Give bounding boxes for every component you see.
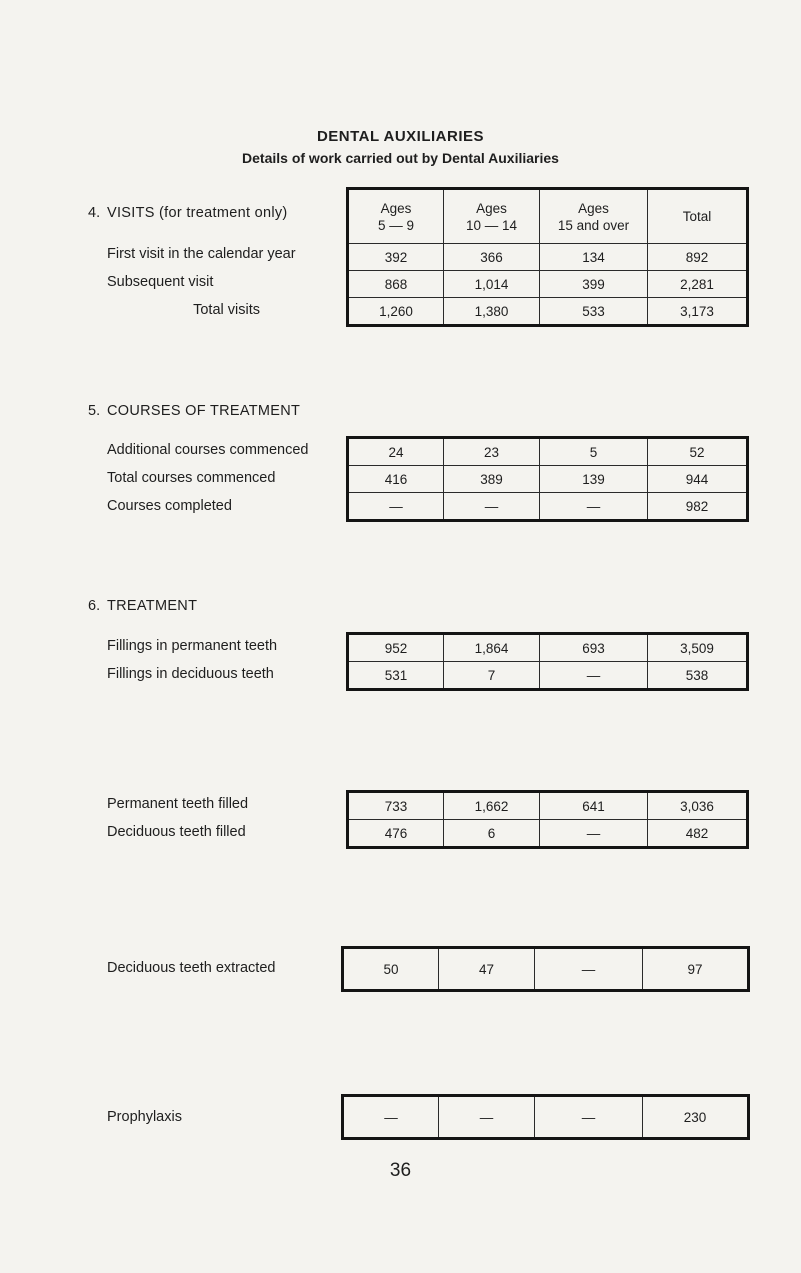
table-cell: — xyxy=(343,1096,439,1139)
prophylaxis-table xyxy=(341,1094,750,1140)
table-row xyxy=(348,662,748,690)
page-subtitle: Details of work carried out by Dental Auxiliaries xyxy=(242,150,559,166)
row-label-deciduous-teeth-filled: Deciduous teeth filled xyxy=(107,824,246,840)
table-cell: 733 xyxy=(348,792,444,820)
table-row xyxy=(348,271,748,298)
teeth-filled-table xyxy=(346,790,749,849)
table-cell: — xyxy=(535,948,643,991)
table-row xyxy=(343,1096,749,1139)
table-cell: 24 xyxy=(348,438,444,466)
row-label-courses-completed: Courses completed xyxy=(107,498,232,514)
table-cell: 230 xyxy=(643,1096,749,1139)
table-cell: 1,380 xyxy=(444,298,540,326)
table-cell: 533 xyxy=(540,298,648,326)
table-cell: — xyxy=(444,493,540,521)
row-label-total-courses: Total courses commenced xyxy=(107,470,276,486)
table-cell: 1,864 xyxy=(444,634,540,662)
section-heading-visits: VISITS (for treatment only) xyxy=(107,205,288,221)
table-cell: 944 xyxy=(648,466,748,493)
table-cell: 3,036 xyxy=(648,792,748,820)
table-cell: 641 xyxy=(540,792,648,820)
table-cell: 952 xyxy=(348,634,444,662)
table-cell: 23 xyxy=(444,438,540,466)
table-row xyxy=(348,244,748,271)
section-number-visits: 4. xyxy=(88,205,101,221)
table-cell: 868 xyxy=(348,271,444,298)
table-cell: 538 xyxy=(648,662,748,690)
table-row xyxy=(348,493,748,521)
table-cell: 892 xyxy=(648,244,748,271)
row-label-additional-courses: Additional courses commenced xyxy=(107,442,309,458)
row-label-fillings-deciduous: Fillings in deciduous teeth xyxy=(107,666,274,682)
table-row xyxy=(343,948,749,991)
table-cell: 3,173 xyxy=(648,298,748,326)
table-cell: 1,014 xyxy=(444,271,540,298)
row-label-total-visits: Total visits xyxy=(193,302,260,318)
table-cell: 416 xyxy=(348,466,444,493)
table-cell: 47 xyxy=(439,948,535,991)
section-heading-courses: COURSES OF TREATMENT xyxy=(107,403,301,419)
column-header-ages-5-9: Ages 5 — 9 xyxy=(348,189,444,244)
table-row xyxy=(348,438,748,466)
table-row xyxy=(348,820,748,848)
table-cell: 392 xyxy=(348,244,444,271)
row-label-fillings-permanent: Fillings in permanent teeth xyxy=(107,638,278,654)
section-number-treatment: 6. xyxy=(88,598,101,614)
table-cell: 97 xyxy=(643,948,749,991)
table-cell: — xyxy=(439,1096,535,1139)
table-cell: 6 xyxy=(444,820,540,848)
table-cell: — xyxy=(540,820,648,848)
table-row xyxy=(348,792,748,820)
row-label-first-visit: First visit in the calendar year xyxy=(107,246,296,262)
table-cell: — xyxy=(535,1096,643,1139)
table-cell: 52 xyxy=(648,438,748,466)
column-header-ages-10-14: Ages 10 — 14 xyxy=(444,189,540,244)
column-header-total: Total xyxy=(648,189,748,244)
table-row xyxy=(348,298,748,326)
table-cell: 482 xyxy=(648,820,748,848)
row-label-permanent-teeth-filled: Permanent teeth filled xyxy=(107,796,249,812)
table-cell: 1,260 xyxy=(348,298,444,326)
table-cell: 2,281 xyxy=(648,271,748,298)
table-cell: 389 xyxy=(444,466,540,493)
visits-table xyxy=(346,187,749,327)
table-cell: 139 xyxy=(540,466,648,493)
table-cell: 366 xyxy=(444,244,540,271)
page-title: DENTAL AUXILIARIES xyxy=(316,128,485,145)
table-cell: 50 xyxy=(343,948,439,991)
table-cell: 531 xyxy=(348,662,444,690)
table-cell: — xyxy=(540,662,648,690)
table-cell: 476 xyxy=(348,820,444,848)
table-cell: 399 xyxy=(540,271,648,298)
page-number: 36 xyxy=(389,1160,412,1181)
table-cell: 693 xyxy=(540,634,648,662)
table-cell: 7 xyxy=(444,662,540,690)
table-row xyxy=(348,466,748,493)
table-cell: — xyxy=(540,493,648,521)
treatment-table xyxy=(346,632,749,691)
row-label-deciduous-extracted: Deciduous teeth extracted xyxy=(107,960,276,976)
extracted-table xyxy=(341,946,750,992)
table-header-row xyxy=(348,189,748,244)
table-cell: 1,662 xyxy=(444,792,540,820)
courses-table xyxy=(346,436,749,522)
table-row xyxy=(348,634,748,662)
column-header-ages-15-over: Ages 15 and over xyxy=(540,189,648,244)
table-cell: 134 xyxy=(540,244,648,271)
row-label-subsequent-visit: Subsequent visit xyxy=(107,274,214,290)
table-cell: 3,509 xyxy=(648,634,748,662)
table-cell: 5 xyxy=(540,438,648,466)
section-heading-treatment: TREATMENT xyxy=(107,598,198,614)
row-label-prophylaxis: Prophylaxis xyxy=(107,1109,182,1125)
section-number-courses: 5. xyxy=(88,403,101,419)
table-cell: 982 xyxy=(648,493,748,521)
table-cell: — xyxy=(348,493,444,521)
